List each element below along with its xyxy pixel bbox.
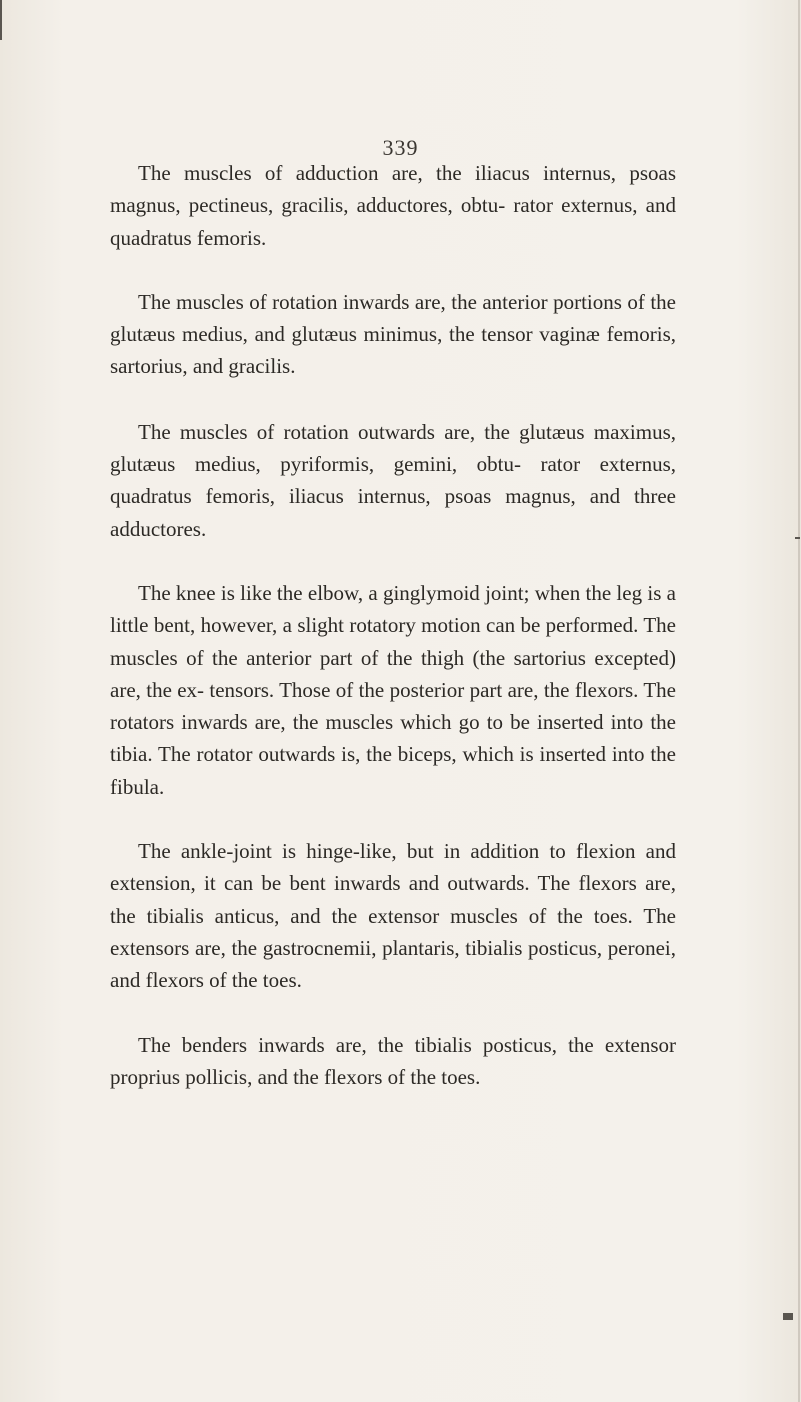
page-edge [798, 0, 800, 1402]
paragraph-benders-inwards: The benders inwards are, the tibialis posticus, the extensor proprius pollicis, and the flexors of the toes. [110, 1032, 676, 1089]
paragraph-ankle: The ankle-joint is hinge-like, but in addition to flexion and extension, it can be bent inwards and outwards. The flexors are, the tibialis anticus, and the extensor muscles of the toes. The extensors are, the gastrocnemii, plantaris, tibialis posticus, peronei, and flexors of the toes. [110, 839, 676, 993]
scan-mark [783, 1313, 793, 1320]
scan-mark [0, 0, 2, 40]
paragraph-rotation-inwards: The muscles of rotation inwards are, the anterior portions of the glutæus medius, and glutæus minimus, the tensor vaginæ femoris, sartorius, and gracilis. [110, 289, 676, 379]
paragraph-rotation-outwards: The muscles of rotation outwards are, the glutæus maximus, glutæus medius, pyriformis, gemini, obtu- rator externus, quadratus femoris, iliacus internus, psoas magnus, and three adductores. [110, 419, 676, 541]
body-text [110, 157, 676, 1125]
paragraph-adduction: The muscles of adduction are, the iliacus internus, psoas magnus, pectineus, gracilis, adductores, obtu- rator externus, and quadratus femoris. [110, 161, 676, 250]
scan-mark [795, 537, 800, 539]
page-number: 339 [382, 135, 419, 160]
paragraph-knee: The knee is like the elbow, a ginglymoid joint; when the leg is a little bent, however, a slight rotatory motion can be performed. The muscles of the anterior part of the thigh (the sartorius excepted) are, the ex- tensors. Those of the posterior part are, the flexors. The rotators inwards are, the muscles which go to be inserted into the tibia. The rotator outwards is, the biceps, which is inserted into the fibula. [110, 580, 676, 799]
